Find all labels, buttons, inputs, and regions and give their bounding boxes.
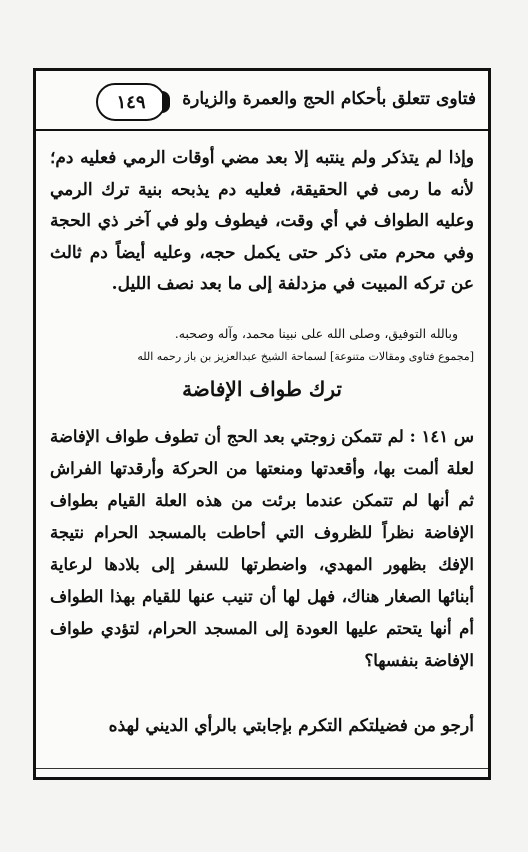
page-header	[36, 71, 488, 131]
answer-paragraph: وإذا لم يتذكر ولم ينتبه إلا بعد مضي أوقات الرمي فعليه دم؛ لأنه ما رمى في الحقيقة، فعليه دم يذبحه بنية ترك الرمي وعليه الطواف في أي وقت، فيطوف ولو في آخر ذي الحجة وفي محرم متى ذكر حتى يكمل حجه، وعليه أيضاً دم ثالث عن تركه المبيت في مزدلفة إلى ما بعد نصف الليل.	[50, 148, 474, 294]
page-frame	[33, 68, 491, 780]
question-label: س ١٤١ :	[409, 427, 475, 446]
source-citation: [مجموع فتاوى ومقالات متنوعة] لسماحة الشيخ عبدالعزيز بن باز رحمه الله	[137, 350, 474, 363]
request-paragraph: أرجو من فضيلتكم التكرم بإجابتي بالرأي الديني لهذه	[108, 716, 474, 736]
question-paragraph	[50, 421, 474, 677]
question-text: لم تتمكن زوجتي بعد الحج أن تطوف طواف الإفاضة لعلة ألمت بها، وأقعدتها ومنعتها من الحركة وأرقدتها الفراش ثم أنها لم تتمكن عندما برئت من هذه العلة القيام بطواف الإفاضة نظراً للظروف التي أحاطت بالمسجد الحرام نتيجة الإفك بظهور المهدي، واضطرتها للسفر إلى بلادها لرعاية أبنائها الصغار هناك، فهل لها أن تنيب عنها للقيام بهذا الطواف أم أنها يتحتم عليها العودة إلى المسجد الحرام، لتؤدي طواف الإفاضة بنفسها؟	[50, 427, 474, 670]
page-number-badge: ١٤٩	[96, 83, 166, 121]
bottom-rule	[36, 768, 488, 769]
running-title: فتاوى تتعلق بأحكام الحج والعمرة والزيارة	[182, 89, 476, 109]
section-title: ترك طواف الإفاضة	[182, 377, 342, 401]
closing-line: وبالله التوفيق، وصلى الله على نبينا محمد، وآله وصحبه.	[174, 326, 458, 341]
